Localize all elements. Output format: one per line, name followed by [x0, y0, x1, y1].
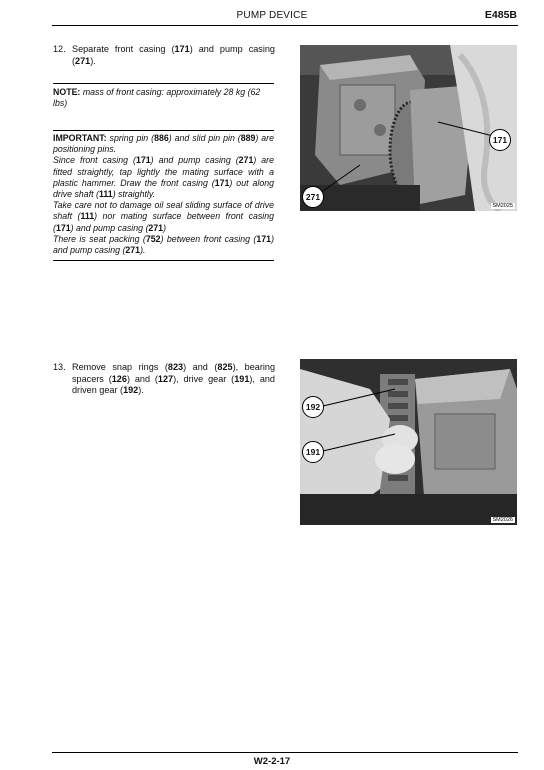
text-run: Remove snap rings (	[72, 362, 168, 372]
text-run: Take care not to damage oil seal sliding surface of drive shaft (	[53, 200, 274, 222]
text-run: Separate front casing (	[72, 44, 175, 54]
figure-code: SM2026	[492, 517, 513, 523]
step-number: 13.	[53, 362, 66, 372]
text-run: ) are fitted straightly, tap lightly the mating surface with a plastic hammer. Draw the front casing (	[53, 155, 274, 188]
note-label: NOTE:	[53, 87, 81, 97]
part-ref: 271	[75, 55, 91, 66]
text-run: Since front casing (	[53, 155, 136, 166]
important-box	[53, 130, 274, 261]
text-run: ) between front casing (	[160, 233, 257, 244]
photo-front-casing	[300, 45, 517, 211]
important-paragraph	[53, 155, 274, 200]
text-run: ) and pump casing (	[150, 155, 239, 166]
text-run: ) and slid pin pin (	[168, 133, 241, 143]
part-ref: 752	[145, 233, 161, 244]
part-ref: 126	[111, 373, 127, 384]
text-run: ) and (	[183, 362, 218, 372]
part-ref: 191	[234, 373, 250, 384]
part-ref: 127	[157, 373, 174, 384]
model-code: E485B	[484, 9, 517, 21]
part-ref: 825	[217, 362, 233, 372]
text-run: ), drive gear (	[173, 373, 235, 384]
part-ref: 111	[98, 189, 113, 200]
important-paragraph	[53, 234, 274, 256]
text-run: ) and (	[126, 373, 158, 384]
part-ref: 886	[154, 133, 169, 143]
header-rule	[52, 25, 518, 26]
text-run: ), and driven gear (	[72, 373, 275, 395]
figure-code: SM2025	[492, 203, 513, 209]
part-ref: 271	[238, 155, 254, 166]
part-ref: 271	[148, 222, 164, 233]
page-header-title: PUMP DEVICE	[236, 10, 308, 21]
step-13	[53, 362, 275, 397]
callout-171: 171	[489, 129, 511, 151]
callout-271: 271	[302, 186, 324, 208]
step-text	[72, 362, 275, 397]
part-ref: 271	[125, 245, 141, 256]
step-text	[72, 44, 275, 67]
important-paragraph	[53, 200, 274, 234]
part-ref: 192	[123, 385, 139, 395]
callout-192: 192	[302, 396, 324, 418]
photo-illustration	[300, 359, 517, 525]
text-run: ) are positioning pins.	[53, 133, 274, 155]
part-ref: 171	[174, 44, 190, 54]
text-run: ) and pump casing (	[70, 222, 149, 233]
part-ref: 171	[214, 177, 230, 188]
text-run: ) and pump casing (	[53, 233, 274, 256]
part-ref: 171	[55, 222, 71, 233]
note-box	[53, 83, 274, 109]
part-ref: 823	[167, 362, 184, 372]
callout-191: 191	[302, 441, 324, 463]
text-run: )	[163, 222, 166, 233]
step-12	[53, 44, 275, 67]
page-number: W2-2-17	[253, 756, 291, 767]
text-run: ).	[140, 245, 146, 256]
text-run: ), bearing spacers (	[72, 362, 275, 384]
part-ref: 111	[80, 211, 95, 222]
photo-illustration	[300, 45, 517, 211]
step-number: 12.	[53, 44, 66, 54]
text-run: ).	[90, 55, 96, 66]
part-ref: 171	[256, 233, 272, 244]
text-run: ) straightly.	[112, 189, 156, 200]
part-ref: 171	[135, 155, 151, 166]
important-paragraph	[53, 133, 274, 155]
note-text: mass of front casing: approximately 28 kg (62 lbs)	[53, 87, 261, 108]
part-ref: 889	[240, 133, 256, 143]
text-run: There is seat packing (	[53, 233, 146, 244]
text-run: ) nor mating surface between front casing (	[53, 211, 274, 233]
important-label: IMPORTANT:	[53, 133, 107, 143]
text-run: ) out along drive shaft (	[53, 177, 275, 200]
footer-rule	[52, 752, 518, 753]
text-run: ).	[138, 385, 144, 395]
text-run: ) and pump casing (	[72, 44, 275, 66]
text-run: spring pin (	[106, 133, 155, 143]
photo-gears	[300, 359, 517, 525]
